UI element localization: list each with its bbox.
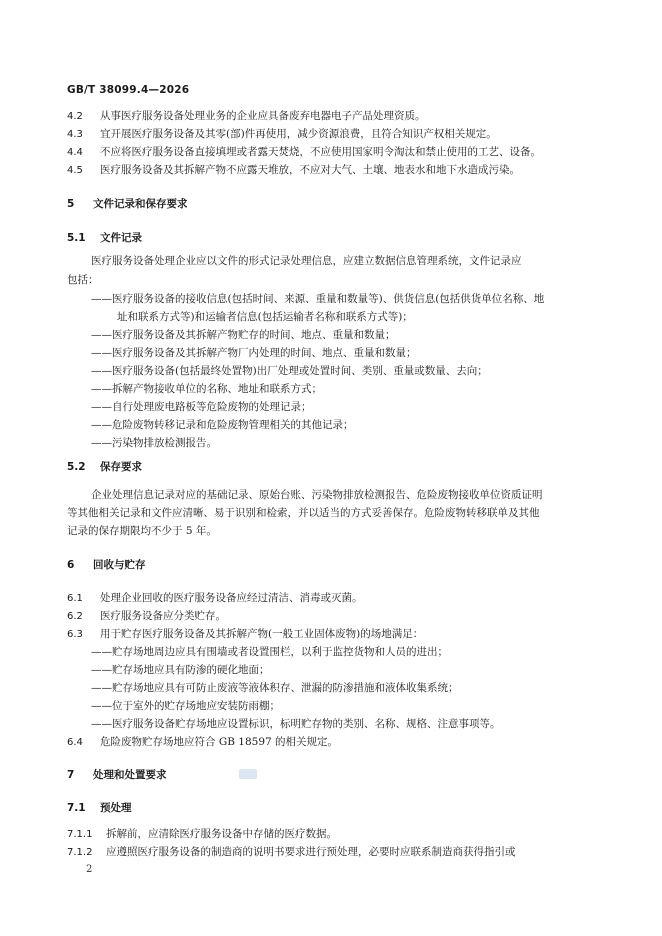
list-item: ——医疗服务设备的接收信息(包括时间、来源、重量和数量等)、供货信息(包括供货单位名称、地 bbox=[91, 293, 545, 305]
clause-number: 4.2 bbox=[67, 111, 83, 122]
clause-number: 7.1.1 bbox=[67, 829, 93, 840]
clause-number: 4.4 bbox=[67, 147, 83, 158]
section-number: 5 bbox=[67, 198, 75, 210]
clause-text: 拆解前，应清除医疗服务设备中存储的医疗数据。 bbox=[106, 828, 337, 840]
clause-text: 从事医疗服务设备处理业务的企业应具备废弃电器电子产品处理资质。 bbox=[100, 110, 426, 122]
section-5-1-heading bbox=[67, 231, 142, 245]
list-item-continuation: 址和联系方式等)和运输者信息(包括运输者名称和联系方式等)； bbox=[117, 311, 413, 323]
list-item: ——医疗服务设备(包括最终处置物)出厂处理或处置时间、类别、重量或数量、去向； bbox=[91, 365, 488, 377]
section-7-1-heading bbox=[67, 801, 132, 815]
paragraph-line: 等其他相关记录和文件应清晰、易于识别和检索，并以适当的方式妥善保存。危险废物转移联单及其他 bbox=[67, 507, 540, 519]
clause-4-3 bbox=[67, 127, 497, 142]
list-item: ——贮存场地应具有防渗的硬化地面； bbox=[91, 664, 270, 676]
list-item: ——位于室外的贮存场地应安装防雨棚； bbox=[91, 700, 280, 712]
clause-text: 危险废物贮存场地应符合 GB 18597 的相关规定。 bbox=[100, 736, 339, 748]
clause-number: 6.1 bbox=[67, 593, 83, 604]
list-item: ——污染物排放检测报告。 bbox=[91, 437, 217, 449]
list-item: ——医疗服务设备及其拆解产物贮存的时间、地点、重量和数量； bbox=[91, 329, 396, 341]
section-5-heading bbox=[67, 197, 188, 211]
clause-4-4 bbox=[67, 145, 541, 160]
clause-number: 4.3 bbox=[67, 129, 83, 140]
clause-text: 不应将医疗服务设备直接填埋或者露天焚烧，不应使用国家明令淘汰和禁止使用的工艺、设备。 bbox=[100, 146, 541, 158]
section-title: 保存要求 bbox=[100, 461, 142, 473]
list-item: ——医疗服务设备及其拆解产物厂内处理的时间、地点、重量和数量； bbox=[91, 347, 417, 359]
section-number: 6 bbox=[67, 559, 75, 571]
clause-number: 6.4 bbox=[67, 737, 83, 748]
section-title: 文件记录 bbox=[100, 232, 142, 244]
clause-text: 医疗服务设备应分类贮存。 bbox=[100, 610, 226, 622]
list-item: ——贮存场地周边应具有围墙或者设置围栏，以利于监控货物和人员的进出； bbox=[91, 646, 448, 658]
clause-text: 医疗服务设备及其拆解产物不应露天堆放，不应对大气、土壤、地表水和地下水造成污染。 bbox=[100, 164, 520, 176]
clause-text: 处理企业回收的医疗服务设备应经过清洁、消毒或灭菌。 bbox=[100, 592, 363, 604]
paragraph-line: 医疗服务设备处理企业应以文件的形式记录处理信息，应建立数据信息管理系统，文件记录应 bbox=[91, 255, 522, 267]
list-item: ——自行处理废电路板等危险废物的处理记录； bbox=[91, 401, 312, 413]
list-item: ——拆解产物接收单位的名称、地址和联系方式； bbox=[91, 383, 322, 395]
section-6-heading bbox=[67, 558, 146, 572]
list-item: ——贮存场地应具有可防止废液等液体积存、泄漏的防渗措施和液体收集系统； bbox=[91, 682, 459, 694]
section-title: 处理和处置要求 bbox=[93, 769, 167, 781]
page-number: 2 bbox=[86, 864, 93, 875]
section-7-heading bbox=[67, 768, 167, 782]
clause-number: 7.1.2 bbox=[67, 847, 93, 858]
list-item: ——医疗服务设备贮存场地应设置标识，标明贮存物的类别、名称、规格、注意事项等。 bbox=[91, 718, 501, 730]
section-5-2-heading bbox=[67, 460, 142, 474]
standard-header: GB/T 38099.4—2026 bbox=[67, 84, 190, 96]
clause-number: 6.3 bbox=[67, 629, 83, 640]
clause-number: 4.5 bbox=[67, 165, 83, 176]
list-item: ——危险废物转移记录和危险废物管理相关的其他记录； bbox=[91, 419, 354, 431]
clause-7-1-2 bbox=[67, 845, 516, 860]
clause-6-1 bbox=[67, 591, 363, 606]
paragraph-line: 企业处理信息记录对应的基础记录、原始台账、污染物排放检测报告、危险废物接收单位资质证明 bbox=[91, 489, 543, 501]
clause-6-2 bbox=[67, 609, 226, 624]
clause-text: 应遵照医疗服务设备的制造商的说明书要求进行预处理，必要时应联系制造商获得指引或 bbox=[106, 846, 516, 858]
clause-text: 用于贮存医疗服务设备及其拆解产物(一般工业固体废物)的场地满足： bbox=[100, 628, 424, 640]
section-title: 文件记录和保存要求 bbox=[93, 198, 188, 210]
section-number: 7 bbox=[67, 769, 75, 781]
clause-number: 6.2 bbox=[67, 611, 83, 622]
clause-text: 宜开展医疗服务设备及其零(部)件再使用，减少资源浪费，且符合知识产权相关规定。 bbox=[100, 128, 497, 140]
clause-7-1-1 bbox=[67, 827, 337, 842]
watermark-stamp bbox=[239, 769, 257, 779]
paragraph-line: 包括： bbox=[67, 274, 99, 286]
paragraph-line: 记录的保存期限均不少于 5 年。 bbox=[67, 525, 217, 537]
section-number: 5.2 bbox=[67, 461, 86, 473]
section-title: 回收与贮存 bbox=[93, 559, 146, 571]
clause-6-3 bbox=[67, 627, 423, 642]
clause-4-2 bbox=[67, 109, 426, 124]
section-number: 7.1 bbox=[67, 802, 86, 814]
section-title: 预处理 bbox=[100, 802, 132, 814]
section-number: 5.1 bbox=[67, 232, 86, 244]
clause-4-5 bbox=[67, 163, 520, 178]
clause-6-4 bbox=[67, 735, 338, 750]
